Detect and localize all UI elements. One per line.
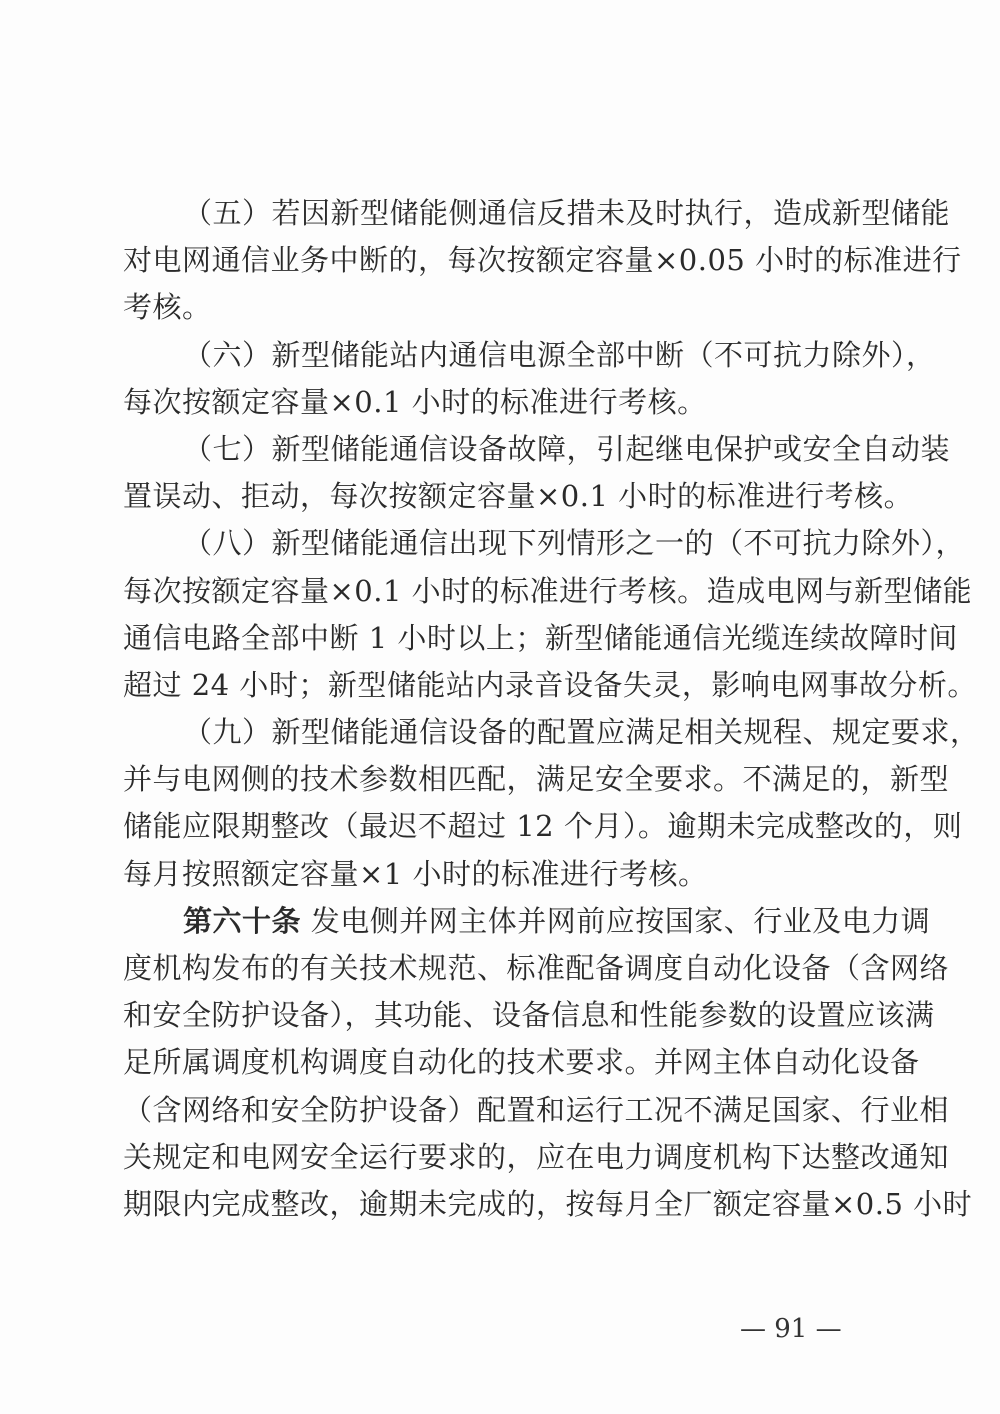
article-60-line-7: 期限内完成整改，逾期未完成的，按每月全厂额定容量×0.5 小时: [123, 1186, 973, 1221]
article-60-line-3: 和安全防护设备），其功能、设备信息和性能参数的设置应该满: [123, 998, 935, 1033]
article-60-line-5: （含网络和安全防护设备）配置和运行工况不满足国家、行业相: [123, 1092, 950, 1127]
paragraph-8-line-2: 每次按额定容量×0.1 小时的标准进行考核。造成电网与新型储能: [123, 573, 973, 608]
body-text: [123, 190, 980, 1228]
page-number: — 91 —: [740, 1314, 842, 1344]
paragraph-8-line-4: 超过 24 小时；新型储能站内录音设备失灵，影响电网事故分析。: [123, 667, 977, 702]
article-60-line-4: 足所属调度机构调度自动化的技术要求。并网主体自动化设备: [123, 1045, 920, 1080]
paragraph-9-line-2: 并与电网侧的技术参数相匹配，满足安全要求。不满足的，新型: [123, 762, 950, 797]
paragraph-7-line-1: （七）新型储能通信设备故障，引起继电保护或安全自动装: [183, 431, 951, 466]
article-60-line-6: 关规定和电网安全运行要求的，应在电力调度机构下达整改通知: [123, 1139, 950, 1174]
paragraph-8-line-1: （八）新型储能通信出现下列情形之一的（不可抗力除外），: [183, 526, 966, 561]
article-60-line-2: 度机构发布的有关技术规范、标准配备调度自动化设备（含网络: [123, 951, 950, 985]
paragraph-7-line-2: 置误动、拒动，每次按额定容量×0.1 小时的标准进行考核。: [123, 479, 914, 514]
paragraph-9-line-4: 每月按照额定容量×1 小时的标准进行考核。: [123, 856, 708, 891]
paragraph-6-line-1: （六）新型储能站内通信电源全部中断（不可抗力除外），: [183, 337, 936, 372]
paragraph-6-line-2: 每次按额定容量×0.1 小时的标准进行考核。: [123, 384, 707, 419]
article-60-line-1: [123, 898, 931, 945]
paragraph-8-line-3: 通信电路全部中断 1 小时以上；新型储能通信光缆连续故障时间: [123, 620, 958, 655]
article-60-label: 第六十条: [183, 903, 302, 938]
paragraph-9-line-3: 储能应限期整改（最迟不超过 12 个月）。逾期未完成整改的，则: [123, 809, 963, 844]
article-60-line-1-text: 发电侧并网主体并网前应按国家、行业及电力调: [301, 903, 931, 938]
paragraph-5-line-1: （五）若因新型储能侧通信反措未及时执行，造成新型储能: [183, 196, 951, 230]
paragraph-5-line-3: 考核。: [123, 290, 212, 325]
paragraph-5-line-2: 对电网通信业务中断的，每次按额定容量×0.05 小时的标准进行: [123, 243, 962, 278]
paragraph-9-line-1: （九）新型储能通信设备的配置应满足相关规程、规定要求，: [183, 715, 980, 750]
